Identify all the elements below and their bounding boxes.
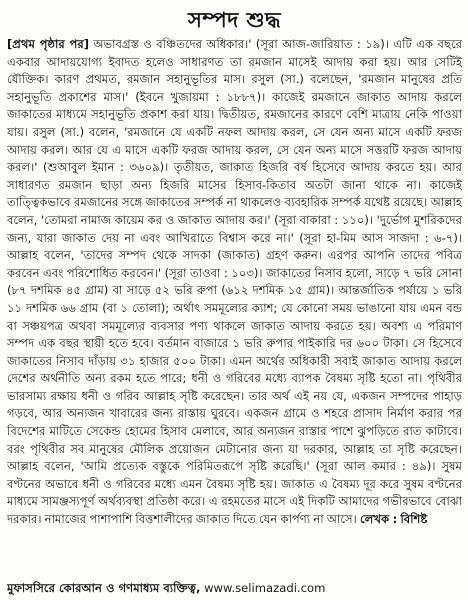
- website-link[interactable]: www.selimazadi.com: [204, 581, 326, 595]
- article-page: [0, 6, 468, 600]
- article-footer: [7, 579, 462, 597]
- author-credit: মুফাসসিরে কোরআন ও গণমাধ্যম ব্যক্তিত্ব,: [7, 581, 201, 595]
- author-description: বিশিষ্ট: [400, 512, 428, 527]
- article-paragraph: [7, 36, 462, 529]
- continuation-prefix: [প্রথম পৃষ্ঠার পর]: [7, 37, 90, 51]
- author-label: লেখক :: [360, 512, 398, 527]
- article-body: [7, 36, 462, 574]
- article-text: অভাবগ্রস্ত ও বঞ্চিতদের অধিকার।' (সূরা আজ-জারিয়াত : ১৯)। এটি এক বছরে একবার আদায়যোগ্য ইবাদত হলেও সাধারণত তা রমজান মাসেই আদায় করা হয়। আর সেটিই যৌক্তিক। কারণ প্রথমত, রমজান সহানুভূতির মাস। রসুল (সা.) বলেছেন, 'রমজান মানুষের প্রতি সহানুভূতি প্রকাশের মাস।' (ইবনে খুজায়মা : ১৮৮৭)। কাজেই রমজানে জাকাত আদায় করলে জাকাতের মাধ্যমে সহানুভূতি প্রকাশ করা যায়। দ্বিতীয়ত, রমজানের কারণে বেশি মাত্রায় নেকি পাওয়া যায়। রসুল (সা.) বলেন, 'রমজানে যে একটি নফল আদায় করল, সে যেন অন্য মাসে একটি ফরজ আদায় করল। আর যে এ মাসে একটি ফরজ আদায় করল, সে যেন অন্য মাসে সত্তরটি ফরজ আদায় করল।' (শুআবুল ইমান : ৩৬০৯)। তৃতীয়ত, জাকাত হিজরি বর্ষ হিসেবে আদায় করতে হয়। আর সাধারণত রমজান ছাড়া অন্য হিজরি মাসের হিসাব-কিতাব অতটা জানা থাকে না। কাজেই তাত্ত্বিকভাবে রমজানের সঙ্গে জাকাতের সম্পর্ক না থাকলেও ব্যবহারিক সম্পর্ক যথেষ্ট রয়েছে। আল্লাহ বলেন, 'তোমরা নামাজ কায়েম কর ও জাকাত আদায় কর।' (সূরা বাকারা : ১১০)। 'দুর্ভোগ মুশরিকদের জন্য, যারা জাকাত দেয় না এবং আখিরাতে বিশ্বাস করে না।' (সূরা হা-মিম আস সাজদা : ৬-৭)। আল্লাহ বলেন, 'তাদের সম্পদ থেকে সাদকা (জাকাত) গ্রহণ করুন। এরপর আপনি তাদের পবিত্র করবেন এবং পরিশোধিত করবেন।' (সূরা তাওবা : ১০৩)। জাকাতের নিসাব হলো, সাড়ে ৭ ভরি সোনা (৮৭ দশমিক ৪৫ গ্রাম) বা সাড়ে ৫২ ভরি রুপা (৬১২ দশমিক ১৫ গ্রাম)। আন্তর্জাতিক পর্যায়ে ১ ভরি ১১ দশমিক ৬৬ গ্রাম (বা ১ তোলা); অর্থাৎ সমমূল্যের ক্যাশ; যে কোনো সময় ভাঙানো যায় এমন বন্ড বা সঞ্চয়পত্র অথবা সমমূল্যের ব্যবসার পণ্য থাকলে জাকাত আদায় করতে হয়। অবশ্য এ পরিমাণ সম্পদ এক বছর স্থায়ী হতে হবে। বর্তমান বাজারে ১ ভরি রুপার পাইকারি দর ৬০০ টাকা। সে হিসেবে জাকাতের নিসাব দাঁড়ায় ৩১ হাজার ৫০০ টাকা। এমন অর্থের অধিকারী সবাই জাকাত আদায় করলে দেশের অর্থনীতি অন্য রকম হতে পারে; ধনী ও গরিবের মধ্যে ব্যাপক বৈষম্য সৃষ্টি হতো না। পৃথিবীর ভারসাম্য রক্ষায় ধনী ও গরিব আল্লাহ সৃষ্টি করেছেন। তার অর্থ এই নয় যে, একজন সম্পদের পাহাড় গড়বে, আর অন্যজন খাবারের জন্য রাস্তায় ঘুরবে। একজন গ্রামে ও শহরে প্রাসাদ নির্মাণ করার পর বিদেশের মাটিতে সেকেন্ড হোমের হিসাব মেলাবে, আর অন্যজন রাস্তার পাশে ঝুপড়িতে রাত কাটাবে। বরং পৃথিবীর সব মানুষের মৌলিক প্রয়োজন মেটানোর জন্য যা দরকার, আল্লাহ তা সৃষ্টি করেছেন। আল্লাহ বলেন, 'আমি প্রত্যেক বস্তুকে পরিমিতরূপে সৃষ্টি করেছি।' (সূরা আল কমার : ৪৯)। সুষম বণ্টনের অভাবে ধনী ও গরিবের মধ্যে এমন বৈষম্য সৃষ্টি হয়। জাকাত এ বৈষম্য দূর করে সুষম বণ্টনের মাধ্যমে সামঞ্জস্যপূর্ণ অর্থব্যবস্থা প্রতিষ্ঠা করে। এ রহমতের মাসে এই দিকটি আমাদের গভীরভাবে বোঝা দরকার। নামাজের পাশাপাশি বিত্তশালীদের জাকাত দিতে যেন কার্পণ্য না আসে।: [7, 37, 462, 527]
- article-title: সম্পদ শুদ্ধ: [187, 8, 282, 32]
